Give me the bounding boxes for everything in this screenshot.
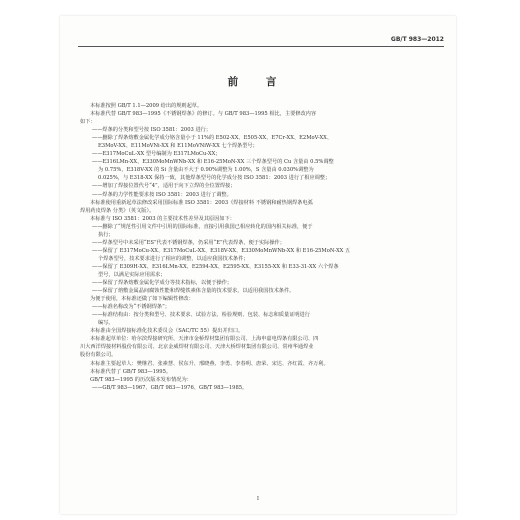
text-line: ——删除了焊条熔敷金属化学成分铬含量小于 11%的 E502-XX、E505-XX、E7Cr-XX、E2MoV-XX、 — [92, 135, 333, 142]
text-line: ——标准结构由：按分类和型号、技术要求、试验方法、检验规则、包装、标志和质量证明进行 — [92, 312, 310, 319]
text-line: 0.025%，与 E318-XX 保持一致，其他焊条型号的化学成分按 ISO 3581：2003 进行了相应调整； — [98, 175, 331, 182]
text-line: 个焊条型号，技术要求进行了相应的调整，以适应我国技术条件； — [98, 255, 249, 262]
text-line: 本标准由全国焊接标准化技术委员会（SAC/TC 55）提出并归口。 — [90, 328, 244, 335]
text-line: 为便于使用，本标准还做了如下编辑性修改： — [90, 296, 194, 303]
text-line: ——标准名称改为“不锈钢焊条”； — [92, 304, 170, 311]
text-line: 本标准起草单位：哈尔滨焊接研究所、天津市金桥焊材集团有限公司、上海申嘉电焊条有限公司、四 — [90, 336, 319, 343]
header-rule — [78, 46, 444, 47]
text-line: 股份有限公司。 — [80, 352, 117, 359]
text-line: ——保留了熔敷金属晶间腐蚀性能和焊缝铁素体含量的技术要求，以适用我国技术条件。 — [92, 288, 295, 295]
text-line: ——删除了“规范性引用文件中引用的国际标准，直接引用我国已相应转化的国内相关标准，便于 — [92, 223, 313, 230]
text-line: 本标准代替 GB/T 983—1995《不锈钢焊条》的修订。与 GB/T 983—1995 相比，主要修改内容 — [90, 111, 317, 118]
text-line: E3MoV-XX、E11MoVNi-XX 和 E11MoVNiW-XX 七个焊条型号； — [98, 143, 258, 150]
text-line: 本标准按照 GB/T 1.1—2009 给出的规则起草。 — [90, 103, 203, 109]
text-line: ——焊条的分类和型号按 ISO 3581：2003 进行； — [92, 127, 212, 134]
text-line: 为 0.75%，E318V-XX 的 Si 含量由不大于 0.90%调整为 1.00%，S 含量由 0.030%调整为 — [98, 167, 314, 174]
text-line: 本标准与 ISO 3581：2003 的主要技术性差异及其原因如下： — [90, 215, 235, 222]
text-line: 编写。 — [98, 320, 114, 327]
text-line: 型号，以满足实际应用需求； — [98, 271, 166, 278]
text-line: ——E317MoCuL-XX 型号编制为 E317LMoCu-XX； — [92, 151, 221, 158]
text-line: 本标准代替了 GB/T 983—1995。 — [90, 368, 172, 375]
text-line: 如下： — [80, 119, 96, 126]
text-line: ——保留了焊条熔敷金属化学成分等技术指标，以便于操作； — [92, 280, 233, 287]
text-line: ——增加了焊接位置代号“4”，适用于向下立焊的全位置焊接； — [92, 183, 236, 190]
standard-code: GB/T 983—2012 — [390, 36, 444, 43]
document-page — [60, 16, 456, 514]
text-line: ——焊条型号中未采用“ES”代表不锈钢焊条，仍采用“E”代表焊条，便于实际操作； — [92, 239, 285, 246]
text-line: 川大西洋焊接材料股份有限公司、北京金威焊材有限公司、天津大桥焊材集团有限公司、常州华通焊业 — [80, 344, 314, 351]
text-line: 本标准主要起草人：樊继君、张素慧、侯东升、邢晓燕、李勇、李春明、唐荣、宋达、齐红霞、齐万利。 — [90, 360, 329, 367]
text-line: ——GB/T 983—1967、GB/T 983—1976、GB/T 983—1985。 — [92, 384, 248, 391]
text-line: ——保留了 E309H-XX、E316LMn-XX、E2594-XX、E2595-XX、E3155-XX 和 E33-31-XX 六个焊条 — [92, 263, 339, 270]
page-number: I — [256, 496, 260, 502]
foreword-body — [80, 102, 442, 392]
text-line: GB/T 983—1995 的历次版本发布情况为： — [90, 376, 192, 383]
text-line: ——保留了 E317MoCu-XX、E317MoCuL-XX、E318V-XX、E330MoMnWNb-XX 和 E16-25MoN-XX 五 — [92, 247, 351, 254]
text-line: 本标准使用重新起草法修改采用国际标准 ISO 3581：2003《焊接材料 不锈钢和耐热钢焊条电弧 — [90, 199, 313, 206]
text-line: ——E316LMn-XX、E330MoMnWNb-XX 和 E16-25MoN-XX 三个焊条型号的 Cu 含量由 0.5%调整 — [92, 159, 334, 166]
page-title: 前 言 — [227, 76, 289, 88]
text-line: ——焊条的力学性能要求按 ISO 3581：2003 进行了调整。 — [92, 191, 232, 198]
text-line: 焊用药皮焊条 分类》（英文版）。 — [80, 207, 155, 214]
text-line: 执行； — [98, 231, 114, 238]
